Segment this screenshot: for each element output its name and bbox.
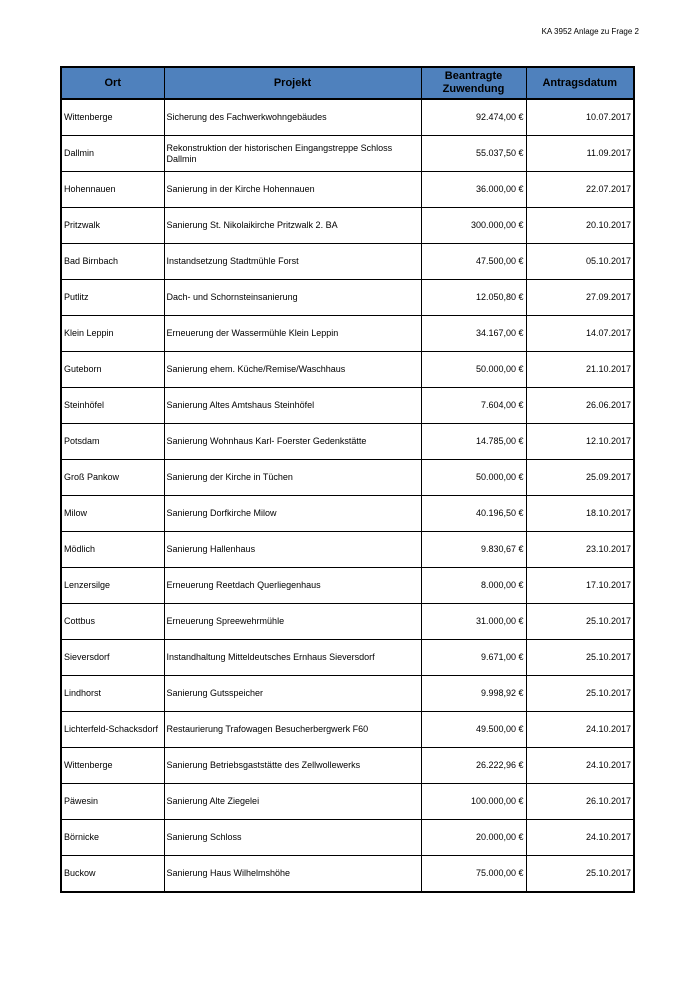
cell-projekt: Sanierung Gutsspeicher (164, 676, 421, 712)
cell-zuwendung: 55.037,50 € (421, 136, 526, 172)
cell-antragsdatum: 24.10.2017 (526, 820, 634, 856)
table-row (61, 99, 634, 136)
cell-ort: Pritzwalk (61, 208, 164, 244)
table-row (61, 316, 634, 352)
cell-ort: Buckow (61, 856, 164, 893)
cell-ort: Cottbus (61, 604, 164, 640)
cell-antragsdatum: 17.10.2017 (526, 568, 634, 604)
table-row (61, 280, 634, 316)
cell-projekt: Sanierung der Kirche in Tüchen (164, 460, 421, 496)
column-header-antragsdatum: Antragsdatum (526, 67, 634, 99)
cell-zuwendung: 300.000,00 € (421, 208, 526, 244)
cell-antragsdatum: 25.10.2017 (526, 856, 634, 893)
cell-zuwendung: 9.998,92 € (421, 676, 526, 712)
table-row (61, 496, 634, 532)
cell-projekt: Erneuerung Reetdach Querliegenhaus (164, 568, 421, 604)
table-row (61, 244, 634, 280)
table-row (61, 676, 634, 712)
cell-antragsdatum: 24.10.2017 (526, 712, 634, 748)
cell-zuwendung: 34.167,00 € (421, 316, 526, 352)
cell-antragsdatum: 21.10.2017 (526, 352, 634, 388)
cell-antragsdatum: 26.06.2017 (526, 388, 634, 424)
cell-ort: Lenzersilge (61, 568, 164, 604)
cell-antragsdatum: 23.10.2017 (526, 532, 634, 568)
cell-projekt: Sanierung Wohnhaus Karl- Foerster Gedenkstätte (164, 424, 421, 460)
cell-projekt: Sanierung Alte Ziegelei (164, 784, 421, 820)
table-row (61, 136, 634, 172)
cell-zuwendung: 7.604,00 € (421, 388, 526, 424)
cell-antragsdatum: 14.07.2017 (526, 316, 634, 352)
table-row (61, 460, 634, 496)
cell-ort: Börnicke (61, 820, 164, 856)
table-row (61, 568, 634, 604)
cell-projekt: Sanierung Betriebsgaststätte des Zellwollewerks (164, 748, 421, 784)
cell-projekt: Sanierung ehem. Küche/Remise/Waschhaus (164, 352, 421, 388)
table-header-row (61, 67, 634, 99)
cell-ort: Groß Pankow (61, 460, 164, 496)
table-body (61, 99, 634, 892)
cell-antragsdatum: 25.09.2017 (526, 460, 634, 496)
cell-ort: Steinhöfel (61, 388, 164, 424)
cell-ort: Hohennauen (61, 172, 164, 208)
column-header-zuwendung: Beantragte Zuwendung (421, 67, 526, 99)
document-reference: KA 3952 Anlage zu Frage 2 (541, 27, 639, 36)
cell-zuwendung: 14.785,00 € (421, 424, 526, 460)
cell-projekt: Sanierung in der Kirche Hohennauen (164, 172, 421, 208)
table-row (61, 172, 634, 208)
cell-antragsdatum: 20.10.2017 (526, 208, 634, 244)
cell-zuwendung: 20.000,00 € (421, 820, 526, 856)
table-row (61, 532, 634, 568)
cell-antragsdatum: 25.10.2017 (526, 676, 634, 712)
cell-projekt: Sanierung Hallenhaus (164, 532, 421, 568)
cell-projekt: Sanierung St. Nikolaikirche Pritzwalk 2. BA (164, 208, 421, 244)
cell-antragsdatum: 26.10.2017 (526, 784, 634, 820)
cell-zuwendung: 40.196,50 € (421, 496, 526, 532)
cell-zuwendung: 50.000,00 € (421, 460, 526, 496)
column-header-ort: Ort (61, 67, 164, 99)
cell-antragsdatum: 27.09.2017 (526, 280, 634, 316)
cell-zuwendung: 50.000,00 € (421, 352, 526, 388)
table-row (61, 748, 634, 784)
cell-antragsdatum: 18.10.2017 (526, 496, 634, 532)
cell-zuwendung: 9.671,00 € (421, 640, 526, 676)
cell-ort: Mödlich (61, 532, 164, 568)
cell-zuwendung: 12.050,80 € (421, 280, 526, 316)
table-row (61, 820, 634, 856)
cell-ort: Wittenberge (61, 99, 164, 136)
cell-projekt: Instandhaltung Mitteldeutsches Ernhaus Sieversdorf (164, 640, 421, 676)
cell-antragsdatum: 05.10.2017 (526, 244, 634, 280)
column-header-projekt: Projekt (164, 67, 421, 99)
cell-ort: Milow (61, 496, 164, 532)
funding-table (60, 66, 635, 893)
table-row (61, 856, 634, 893)
cell-zuwendung: 36.000,00 € (421, 172, 526, 208)
cell-ort: Sieversdorf (61, 640, 164, 676)
cell-ort: Dallmin (61, 136, 164, 172)
cell-zuwendung: 49.500,00 € (421, 712, 526, 748)
cell-ort: Bad Birnbach (61, 244, 164, 280)
cell-ort: Klein Leppin (61, 316, 164, 352)
cell-antragsdatum: 11.09.2017 (526, 136, 634, 172)
cell-projekt: Sanierung Schloss (164, 820, 421, 856)
table-row (61, 604, 634, 640)
table-row (61, 712, 634, 748)
cell-zuwendung: 26.222,96 € (421, 748, 526, 784)
cell-antragsdatum: 22.07.2017 (526, 172, 634, 208)
cell-zuwendung: 100.000,00 € (421, 784, 526, 820)
cell-ort: Wittenberge (61, 748, 164, 784)
cell-antragsdatum: 12.10.2017 (526, 424, 634, 460)
cell-projekt: Sicherung des Fachwerkwohngebäudes (164, 99, 421, 136)
cell-ort: Lindhorst (61, 676, 164, 712)
cell-zuwendung: 31.000,00 € (421, 604, 526, 640)
cell-zuwendung: 75.000,00 € (421, 856, 526, 893)
cell-ort: Putlitz (61, 280, 164, 316)
cell-antragsdatum: 24.10.2017 (526, 748, 634, 784)
table-row (61, 208, 634, 244)
cell-projekt: Sanierung Altes Amtshaus Steinhöfel (164, 388, 421, 424)
cell-projekt: Sanierung Dorfkirche Milow (164, 496, 421, 532)
cell-ort: Lichterfeld-Schacksdorf (61, 712, 164, 748)
cell-projekt: Restaurierung Trafowagen Besucherbergwerk F60 (164, 712, 421, 748)
table-row (61, 352, 634, 388)
table-row (61, 388, 634, 424)
cell-zuwendung: 9.830,67 € (421, 532, 526, 568)
cell-projekt: Sanierung Haus Wilhelmshöhe (164, 856, 421, 893)
cell-ort: Potsdam (61, 424, 164, 460)
cell-zuwendung: 92.474,00 € (421, 99, 526, 136)
cell-antragsdatum: 10.07.2017 (526, 99, 634, 136)
cell-antragsdatum: 25.10.2017 (526, 604, 634, 640)
cell-zuwendung: 47.500,00 € (421, 244, 526, 280)
cell-projekt: Rekonstruktion der historischen Eingangstreppe Schloss Dallmin (164, 136, 421, 172)
cell-antragsdatum: 25.10.2017 (526, 640, 634, 676)
cell-projekt: Erneuerung der Wassermühle Klein Leppin (164, 316, 421, 352)
cell-projekt: Dach- und Schornsteinsanierung (164, 280, 421, 316)
table-row (61, 424, 634, 460)
cell-projekt: Instandsetzung Stadtmühle Forst (164, 244, 421, 280)
table-row (61, 784, 634, 820)
cell-ort: Guteborn (61, 352, 164, 388)
table-row (61, 640, 634, 676)
cell-ort: Päwesin (61, 784, 164, 820)
cell-zuwendung: 8.000,00 € (421, 568, 526, 604)
cell-projekt: Erneuerung Spreewehrmühle (164, 604, 421, 640)
